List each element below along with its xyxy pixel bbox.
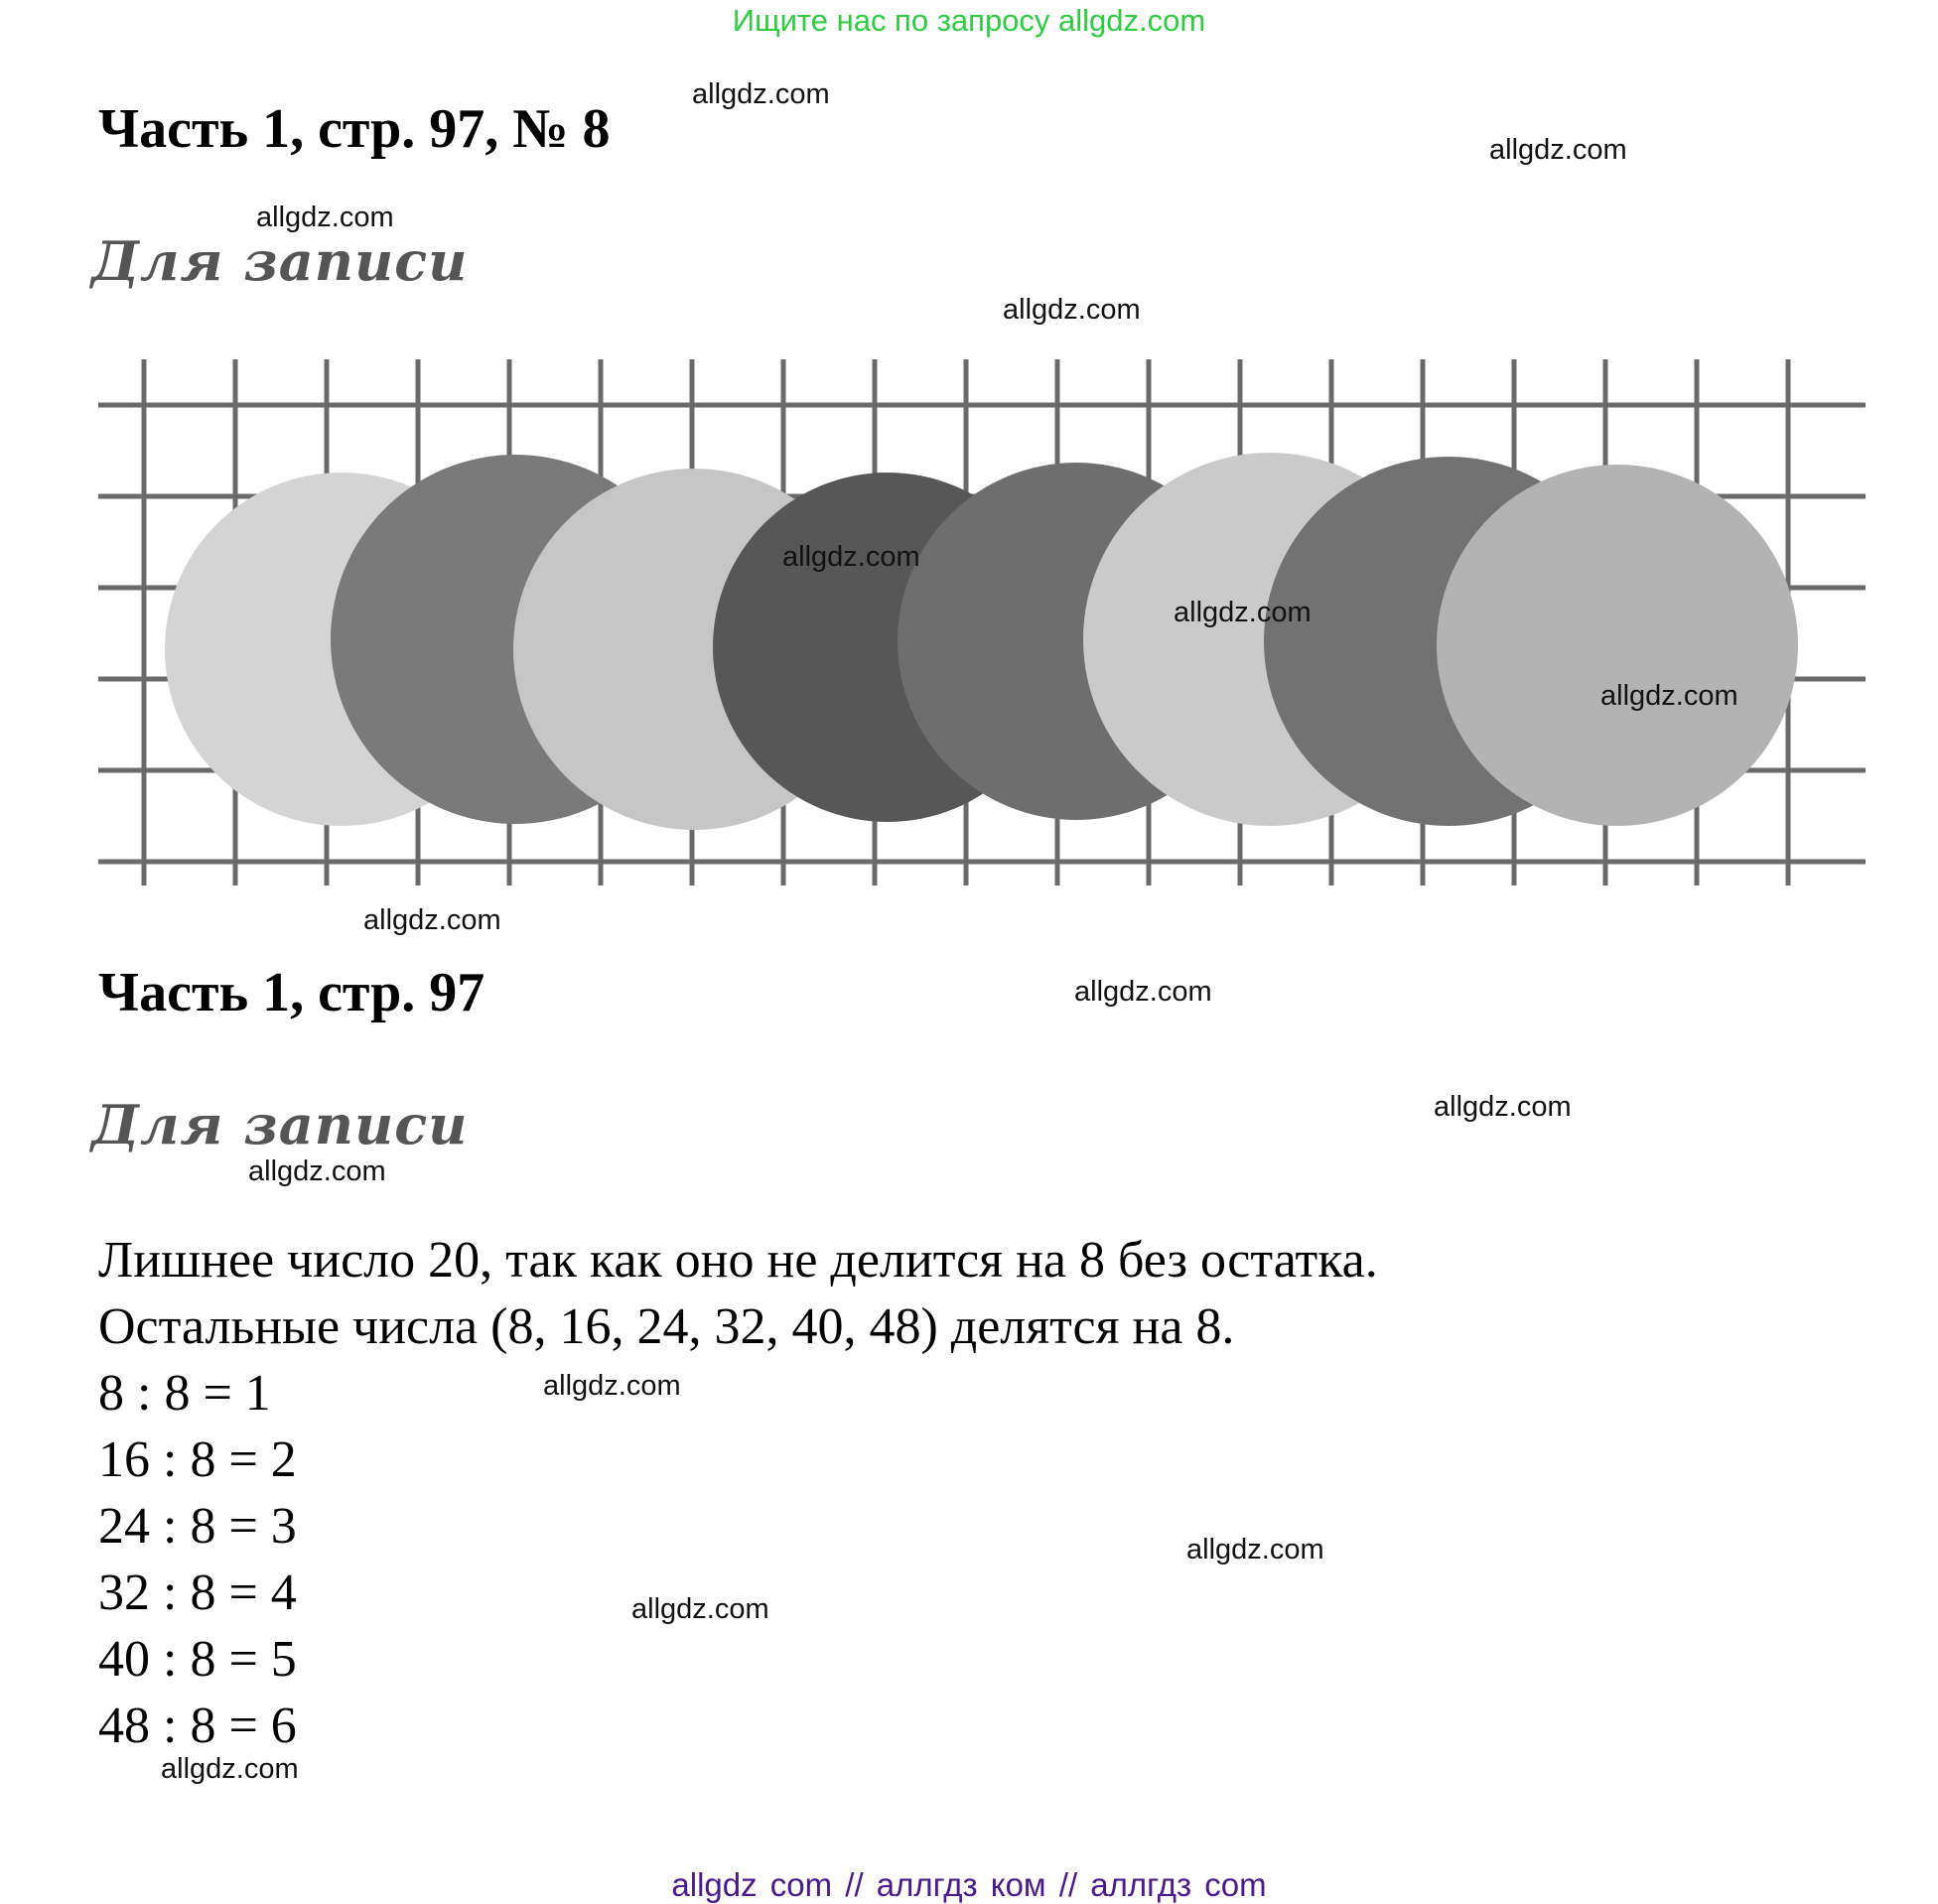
circle-layer <box>165 453 1798 830</box>
answer-line: 32 : 8 = 4 <box>98 1564 297 1621</box>
watermark: allgdz.com <box>1186 1534 1324 1565</box>
watermark: allgdz.com <box>1489 134 1627 166</box>
section2-title: Часть 1, стр. 97 <box>98 962 485 1023</box>
answer-line: Лишнее число 20, так как оно не делится на 8 без остатка. <box>98 1232 1378 1289</box>
top-banner: Ищите нас по запросу allgdz.com <box>732 3 1206 38</box>
watermark: allgdz.com <box>1074 976 1212 1008</box>
watermark: allgdz.com <box>1600 680 1738 712</box>
section2-subtitle: Для записи <box>91 1093 469 1156</box>
section1-subtitle: Для записи <box>91 229 469 293</box>
watermark: allgdz.com <box>631 1593 769 1625</box>
watermark: allgdz.com <box>782 541 920 573</box>
section1-title: Часть 1, стр. 97, № 8 <box>98 98 611 160</box>
answer-text <box>98 1227 1378 1759</box>
footer-links: allgdz com // аллгдз ком // аллгдз com <box>671 1866 1267 1903</box>
answer-line: 48 : 8 = 6 <box>98 1698 297 1754</box>
watermark: allgdz.com <box>248 1156 386 1187</box>
watermark: allgdz.com <box>1003 294 1141 326</box>
watermark: allgdz.com <box>363 904 501 936</box>
watermark: allgdz.com <box>1434 1091 1572 1123</box>
answer-line: 40 : 8 = 5 <box>98 1631 297 1688</box>
answer-line: Остальные числа (8, 16, 24, 32, 40, 48) делятся на 8. <box>98 1298 1235 1355</box>
answer-line: 16 : 8 = 2 <box>98 1431 297 1488</box>
watermark: allgdz.com <box>161 1753 299 1785</box>
watermark: allgdz.com <box>543 1370 681 1402</box>
circles-grid-svg <box>98 359 1866 885</box>
watermark: allgdz.com <box>1174 597 1312 628</box>
circles-grid-figure <box>98 359 1866 885</box>
circle-shape <box>1437 465 1798 826</box>
answer-line: 24 : 8 = 3 <box>98 1498 297 1555</box>
answer-line: 8 : 8 = 1 <box>98 1365 271 1422</box>
watermark: allgdz.com <box>692 78 830 110</box>
watermark: allgdz.com <box>256 202 394 233</box>
